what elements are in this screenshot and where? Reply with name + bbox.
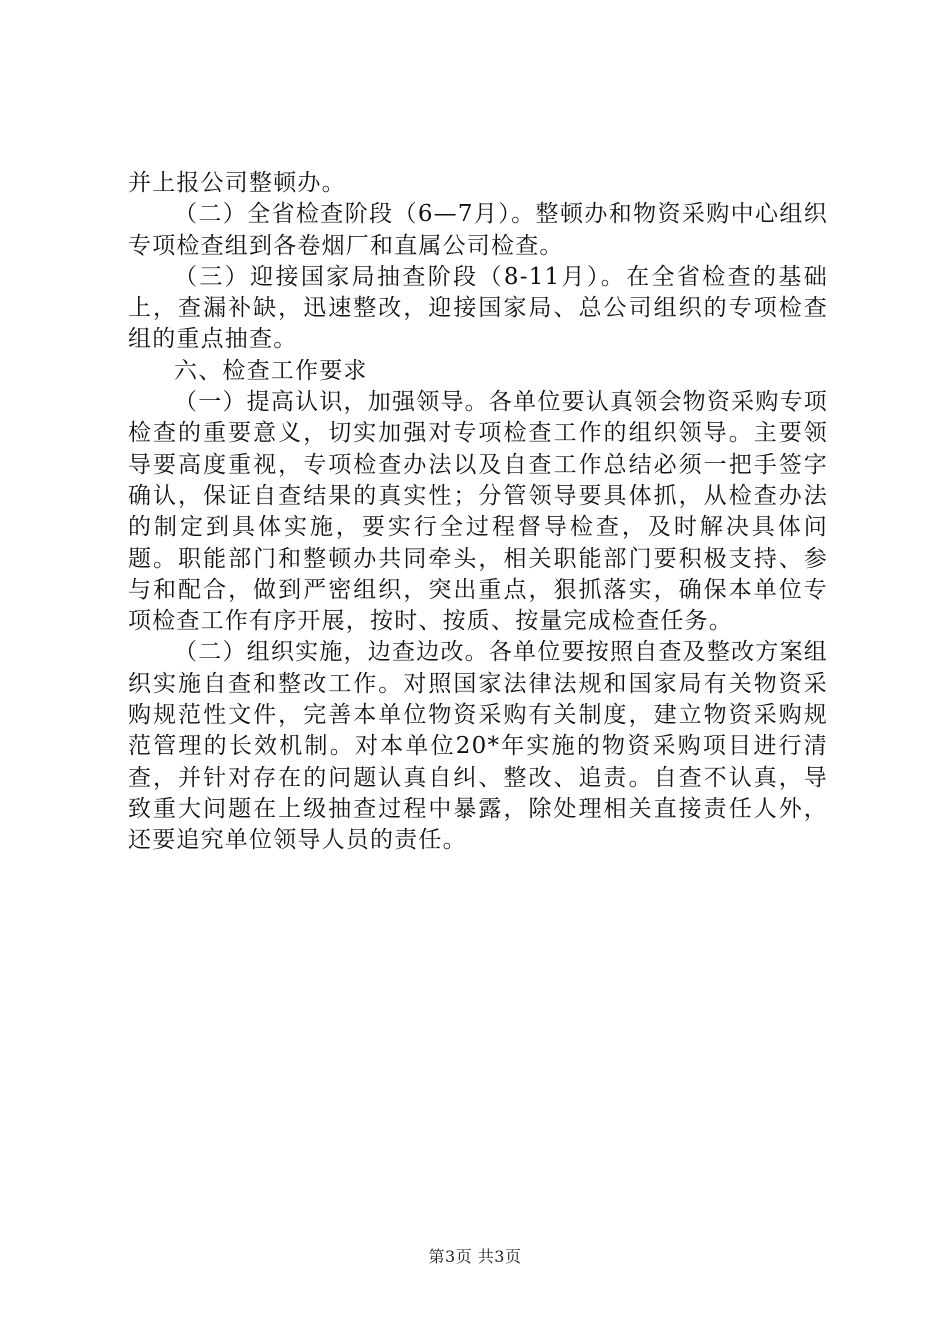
paragraph-requirement-2: （二）组织实施，边查边改。各单位要按照自查及整改方案组织实施自查和整改工作。对照国家法律法规和国家局有关物资采购规范性文件，完善本单位物资采购有关制度，建立物资采购规范管理的长效机制。对本单位20*年实施的物资采购项目进行清查，并针对存在的问题认真自纠、整改、追责。自查不认真，导致重大问题在上级抽查过程中暴露，除处理相关直接责任人外，还要追究单位领导人员的责任。: [128, 639, 828, 854]
paragraph-continuation: 并上报公司整顿办。: [128, 170, 346, 196]
paragraph-stage-2: （二）全省检查阶段（6—7月）。整顿办和物资采购中心组织专项检查组到各卷烟厂和直属公司检查。: [128, 201, 828, 259]
section-heading-requirements: 六、检查工作要求: [174, 357, 368, 384]
paragraph-requirement-1: （一）提高认识，加强领导。各单位要认真领会物资采购专项检查的重要意义，切实加强对专项检查工作的组织领导。主要领导要高度重视，专项检查办法以及自查工作总结必须一把手签字确认，保证自查结果的真实性；分管领导要具体抓，从检查办法的制定到具体实施，要实行全过程督导检查，及时解决具体问题。职能部门和整顿办共同牵头，相关职能部门要积极支持、参与和配合，做到严密组织，突出重点，狠抓落实，确保本单位专项检查工作有序开展，按时、按质、按量完成检查任务。: [128, 389, 828, 635]
paragraph-stage-3: （三）迎接国家局抽查阶段（8-11月）。在全省检查的基础上，查漏补缺，迅速整改，迎接国家局、总公司组织的专项检查组的重点抽查。: [128, 263, 828, 353]
document-body: [128, 168, 828, 857]
page-number-footer: 第3页 共3页: [428, 1247, 522, 1266]
